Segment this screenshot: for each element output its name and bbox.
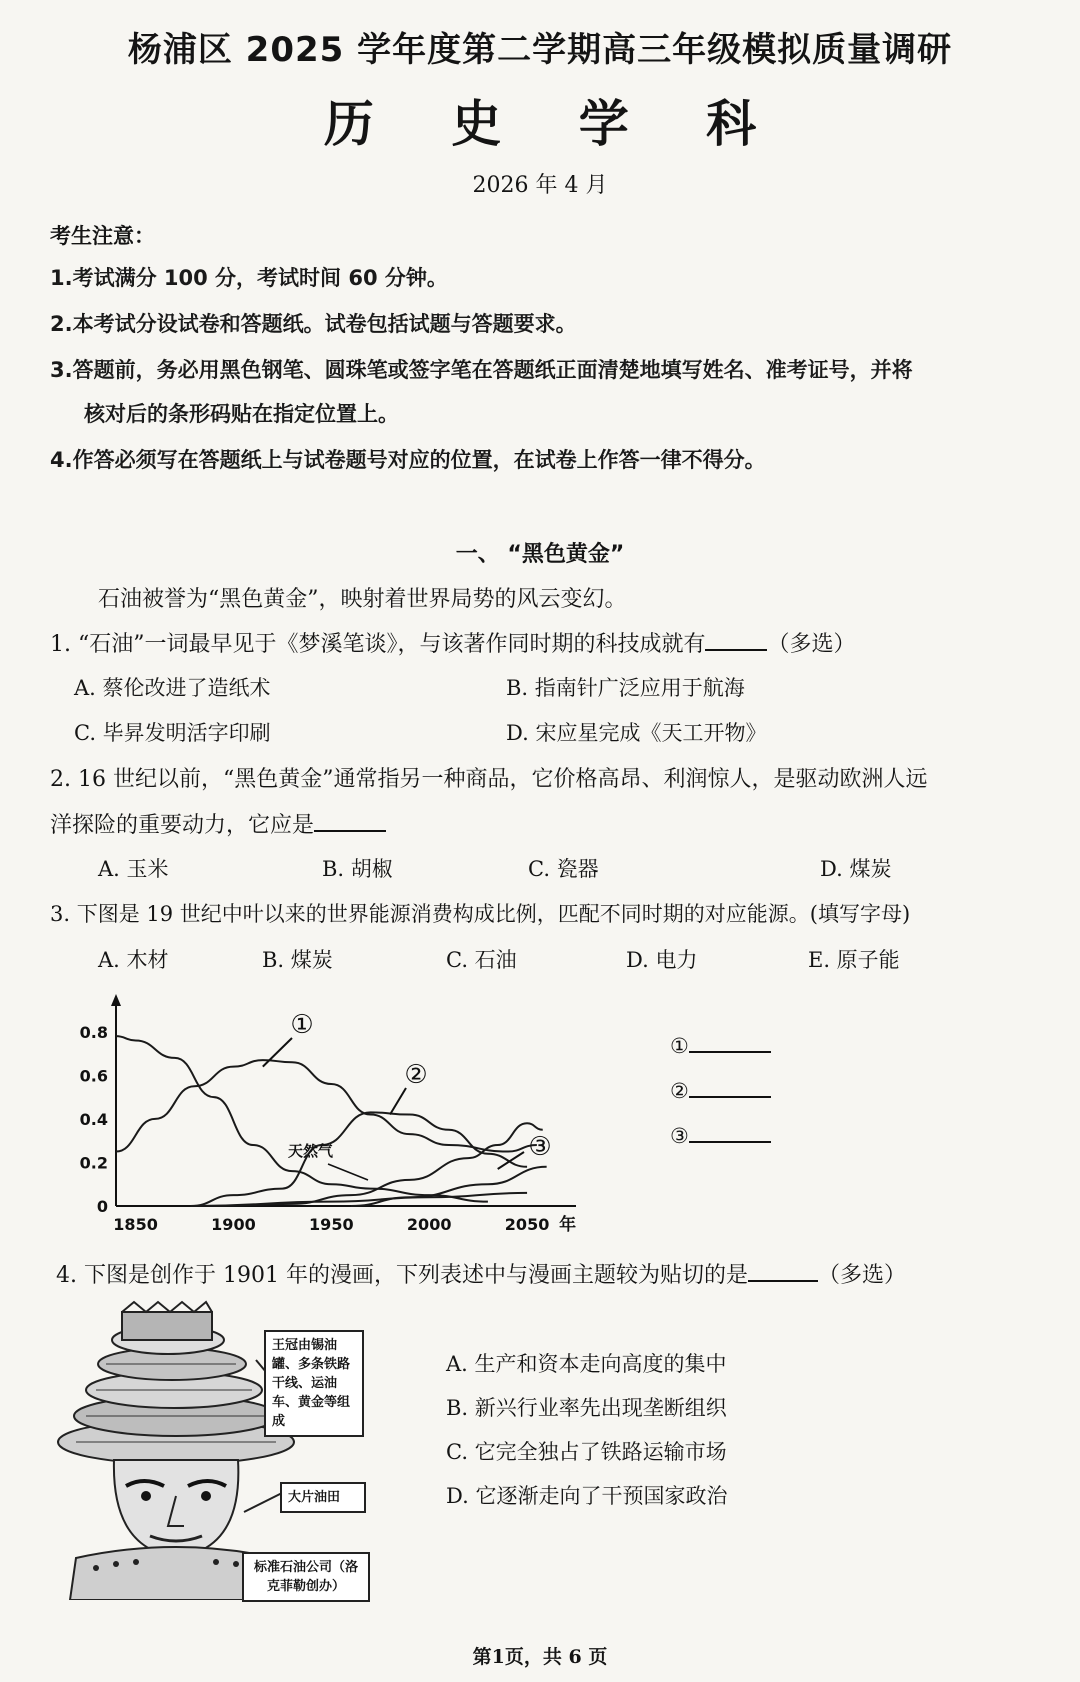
notice-heading: 考生注意： — [50, 224, 155, 248]
q2-option-c: C. 瓷器 — [528, 857, 599, 881]
series-line — [116, 1060, 537, 1151]
y-axis-arrow — [111, 994, 121, 1006]
q3-option-b: B. 煤炭 — [262, 948, 333, 972]
q3-option-a: A. 木材 — [98, 948, 169, 972]
q3-option-d: D. 电力 — [626, 948, 698, 972]
q3-answer-1[interactable] — [670, 1034, 771, 1058]
annotation-leader — [390, 1088, 406, 1115]
q1-suffix: （多选） — [767, 632, 856, 657]
annotation-marker: ① — [290, 1010, 314, 1040]
q4-answer-blank[interactable] — [748, 1280, 818, 1282]
x-tick-label: 2050 — [504, 1215, 550, 1234]
q1-option-c: C. 毕昇发明活字印刷 — [74, 721, 271, 745]
x-tick-label: 2000 — [406, 1215, 452, 1234]
subject-title: 历 史 学 科 — [323, 95, 787, 153]
annotation-leader — [328, 1164, 368, 1180]
q4-option-d: D. 它逐渐走向了干预国家政治 — [446, 1484, 728, 1508]
q2-stem-line2 — [50, 808, 386, 839]
exam-title: 杨浦区 2025 学年度第二学期高三年级模拟质量调研 — [127, 30, 953, 70]
notice-item-2: 2.本考试分设试卷和答题纸。试卷包括试题与答题要求。 — [50, 312, 577, 336]
q1-option-d: D. 宋应星完成《天工开物》 — [506, 721, 767, 745]
page-number: 第1页，共 6 页 — [472, 1646, 608, 1668]
y-tick-label: 0.8 — [79, 1022, 108, 1042]
q2-option-d: D. 煤炭 — [820, 857, 892, 881]
notice-item-3: 3.答题前，务必用黑色钢笔、圆珠笔或签字笔在答题纸正面清楚地填写姓名、准考证号，并将 — [50, 358, 913, 382]
x-axis-label: 年 — [559, 1215, 577, 1235]
cartoon-label-company: 标准石油公司（洛克菲勒创办） — [242, 1552, 370, 1602]
section-intro: 石油被誉为“黑色黄金”，映射着世界局势的风云变幻。 — [98, 587, 627, 612]
q4-option-b: B. 新兴行业率先出现垄断组织 — [446, 1396, 727, 1420]
q2-option-b: B. 胡椒 — [322, 857, 393, 881]
q1-option-a: A. 蔡伦改进了造纸术 — [74, 676, 271, 700]
rockefeller-cartoon — [56, 1300, 392, 1600]
q1-option-b: B. 指南针广泛应用于航海 — [506, 676, 745, 700]
cartoon-label-crown: 王冠由锡油罐、多条铁路干线、运油车、黄金等组成 — [264, 1330, 364, 1437]
section-title: 一、 “黑色黄金” — [455, 542, 625, 567]
q1-answer-blank[interactable] — [705, 649, 767, 651]
q3-option-e: E. 原子能 — [808, 948, 900, 972]
q3-answer-3-blank[interactable] — [689, 1141, 771, 1143]
cartoon-label-oilfield: 大片油田 — [280, 1482, 366, 1513]
q4-stem — [56, 1258, 906, 1289]
notice-item-1: 1.考试满分 100 分，考试时间 60 分钟。 — [50, 266, 448, 290]
q1-stem — [50, 627, 856, 658]
q3-answer-3[interactable] — [670, 1124, 771, 1148]
y-tick-label: 0 — [96, 1197, 108, 1216]
notice-item-3-cont: 核对后的条形码贴在指定位置上。 — [84, 402, 399, 426]
series-line — [190, 1112, 527, 1206]
q2-stem-text: 洋探险的重要动力，它应是 — [50, 813, 315, 838]
q2-option-a: A. 玉米 — [98, 857, 169, 881]
y-tick-label: 0.2 — [79, 1153, 108, 1173]
q3-answer-2[interactable] — [670, 1079, 771, 1103]
q4-suffix: （多选） — [817, 1263, 906, 1288]
x-tick-label: 1850 — [113, 1215, 158, 1234]
annotation-natural-gas: 天然气 — [288, 1142, 334, 1160]
annotation-marker: ② — [404, 1060, 428, 1090]
q3-answer-1-blank[interactable] — [689, 1051, 771, 1053]
q2-stem-line1: 2. 16 世纪以前，“黑色黄金”通常指另一种商品，它价格高昂、利润惊人，是驱动欧洲人远 — [50, 767, 928, 792]
q3-stem: 3. 下图是 19 世纪中叶以来的世界能源消费构成比例，匹配不同时期的对应能源。(填写字母) — [50, 902, 911, 926]
annotation-marker: ③ — [528, 1132, 552, 1162]
q4-stem-text: 4. 下图是创作于 1901 年的漫画，下列表述中与漫画主题较为贴切的是 — [56, 1263, 748, 1288]
energy-consumption-chart — [60, 988, 600, 1238]
q4-option-c: C. 它完全独占了铁路运输市场 — [446, 1440, 727, 1464]
q3-answer-3-label: ③ — [670, 1124, 689, 1148]
x-tick-label: 1900 — [211, 1215, 256, 1234]
y-tick-label: 0.4 — [79, 1109, 108, 1129]
y-tick-label: 0.6 — [79, 1066, 108, 1086]
exam-date: 2026 年 4 月 — [472, 173, 608, 198]
q2-answer-blank[interactable] — [314, 830, 386, 832]
q3-answer-2-blank[interactable] — [689, 1096, 771, 1098]
notice-item-4: 4.作答必须写在答题纸上与试卷题号对应的位置，在试卷上作答一律不得分。 — [50, 448, 766, 472]
q3-option-c: C. 石油 — [446, 948, 517, 972]
q4-option-a: A. 生产和资本走向高度的集中 — [446, 1352, 727, 1376]
q1-stem-text: 1. “石油”一词最早见于《梦溪笔谈》，与该著作同时期的科技成就有 — [50, 632, 706, 657]
series-line — [116, 1036, 488, 1202]
x-tick-label: 1950 — [309, 1215, 354, 1234]
q3-answer-2-label: ② — [670, 1079, 689, 1103]
q3-answer-1-label: ① — [670, 1034, 689, 1058]
